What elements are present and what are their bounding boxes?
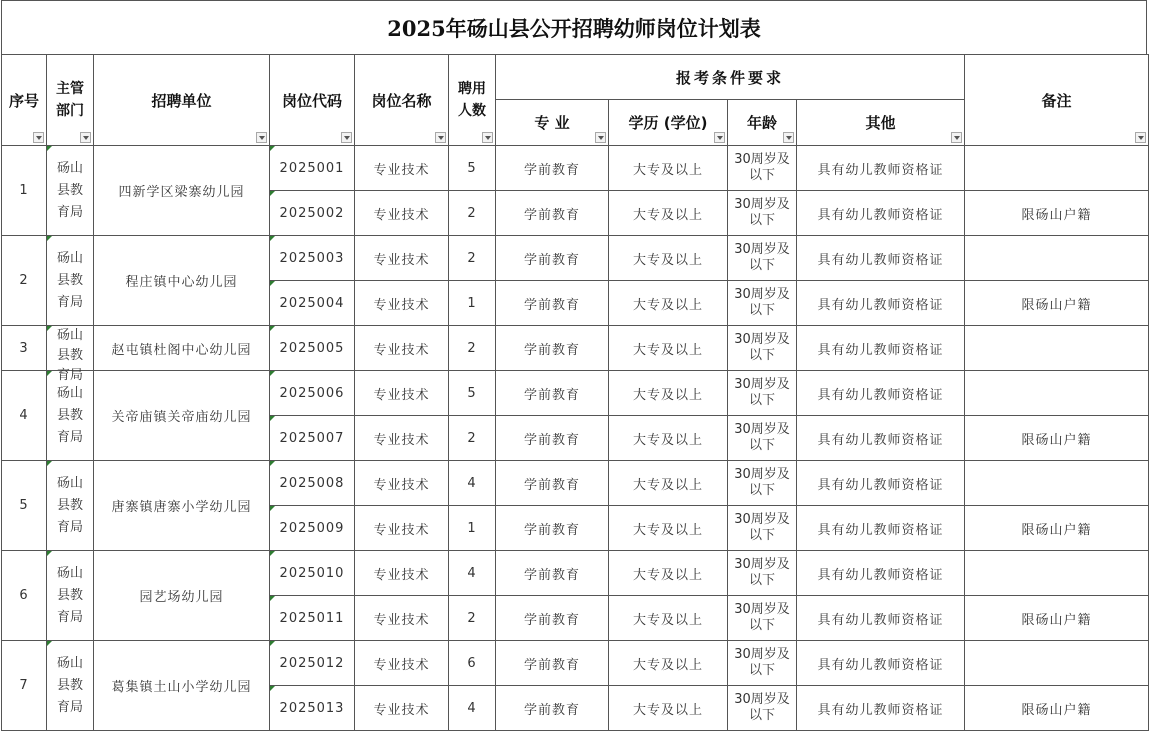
header-count[interactable] — [449, 55, 496, 146]
cell-marker — [270, 641, 275, 646]
cell-code[interactable]: 2025006 — [270, 371, 355, 416]
cell-marker — [270, 551, 275, 556]
cell-other[interactable]: 具有幼儿教师资格证 — [797, 416, 965, 461]
table-row[interactable] — [2, 371, 1149, 416]
cell-count[interactable]: 2 — [449, 236, 496, 281]
cell-name[interactable]: 专业技术 — [355, 596, 449, 641]
cell-note[interactable] — [965, 326, 1149, 371]
cell-edu[interactable]: 大专及以上 — [609, 641, 728, 686]
cell-count[interactable]: 2 — [449, 416, 496, 461]
header-unit[interactable] — [94, 55, 270, 146]
cell-major[interactable]: 学前教育 — [496, 416, 609, 461]
cell-count[interactable]: 1 — [449, 506, 496, 551]
cell-other[interactable]: 具有幼儿教师资格证 — [797, 641, 965, 686]
cell-unit[interactable]: 赵屯镇杜阁中心幼儿园 — [94, 326, 270, 371]
cell-edu[interactable]: 大专及以上 — [609, 191, 728, 236]
cell-other[interactable]: 具有幼儿教师资格证 — [797, 506, 965, 551]
cell-edu[interactable]: 大专及以上 — [609, 596, 728, 641]
cell-code[interactable]: 2025007 — [270, 416, 355, 461]
cell-age[interactable]: 30周岁及以下 — [728, 191, 797, 236]
cell-major[interactable]: 学前教育 — [496, 236, 609, 281]
cell-major[interactable]: 学前教育 — [496, 461, 609, 506]
cell-marker — [270, 596, 275, 601]
cell-other[interactable]: 具有幼儿教师资格证 — [797, 281, 965, 326]
cell-unit[interactable]: 唐寨镇唐寨小学幼儿园 — [94, 461, 270, 551]
cell-dept[interactable]: 砀山县教育局 — [47, 641, 94, 731]
cell-marker — [47, 461, 52, 466]
header-name-label: 岗位名称 — [371, 91, 432, 110]
cell-count[interactable]: 2 — [449, 326, 496, 371]
cell-other[interactable]: 具有幼儿教师资格证 — [797, 236, 965, 281]
cell-edu[interactable]: 大专及以上 — [609, 686, 728, 731]
cell-major[interactable]: 学前教育 — [496, 641, 609, 686]
cell-marker — [47, 146, 52, 151]
cell-note[interactable]: 限砀山户籍 — [965, 506, 1149, 551]
cell-code[interactable]: 2025013 — [270, 686, 355, 731]
cell-note[interactable]: 限砀山户籍 — [965, 191, 1149, 236]
cell-marker — [270, 281, 275, 286]
cell-age[interactable]: 30周岁及以下 — [728, 326, 797, 371]
cell-unit[interactable]: 四新学区梁寨幼儿园 — [94, 146, 270, 236]
cell-count[interactable]: 5 — [449, 371, 496, 416]
cell-unit[interactable]: 园艺场幼儿园 — [94, 551, 270, 641]
cell-age[interactable]: 30周岁及以下 — [728, 416, 797, 461]
cell-dept[interactable]: 砀山县教育局 — [47, 461, 94, 551]
cell-name[interactable]: 专业技术 — [355, 326, 449, 371]
header-code[interactable] — [270, 55, 355, 146]
cell-major[interactable]: 学前教育 — [496, 551, 609, 596]
cell-age[interactable]: 30周岁及以下 — [728, 146, 797, 191]
cell-other[interactable]: 具有幼儿教师资格证 — [797, 371, 965, 416]
cell-note[interactable] — [965, 461, 1149, 506]
cell-name[interactable]: 专业技术 — [355, 416, 449, 461]
cell-note[interactable] — [965, 146, 1149, 191]
cell-name[interactable]: 专业技术 — [355, 236, 449, 281]
cell-marker — [270, 326, 275, 331]
cell-name[interactable]: 专业技术 — [355, 686, 449, 731]
filter-dropdown-icon[interactable] — [33, 132, 44, 143]
header-other-label: 其他 — [865, 114, 896, 132]
filter-dropdown-icon[interactable] — [482, 132, 493, 143]
cell-age[interactable]: 30周岁及以下 — [728, 551, 797, 596]
cell-count[interactable]: 6 — [449, 641, 496, 686]
filter-dropdown-icon[interactable] — [80, 132, 91, 143]
cell-major[interactable]: 学前教育 — [496, 686, 609, 731]
header-other[interactable] — [797, 100, 965, 146]
filter-dropdown-icon[interactable] — [595, 132, 606, 143]
cell-age[interactable]: 30周岁及以下 — [728, 506, 797, 551]
cell-edu[interactable]: 大专及以上 — [609, 551, 728, 596]
cell-count[interactable]: 4 — [449, 686, 496, 731]
header-conditions — [496, 55, 965, 100]
filter-dropdown-icon[interactable] — [435, 132, 446, 143]
cell-name[interactable]: 专业技术 — [355, 371, 449, 416]
cell-age[interactable]: 30周岁及以下 — [728, 641, 797, 686]
cell-marker — [47, 326, 52, 331]
cell-name[interactable]: 专业技术 — [355, 551, 449, 596]
header-code-label: 岗位代码 — [281, 91, 342, 110]
header-conditions-label: 报考条件要求 — [676, 68, 785, 87]
cell-major[interactable]: 学前教育 — [496, 281, 609, 326]
recruitment-table — [1, 54, 1149, 731]
cell-seq[interactable]: 7 — [2, 641, 47, 731]
cell-seq[interactable]: 2 — [2, 236, 47, 326]
cell-edu[interactable]: 大专及以上 — [609, 326, 728, 371]
filter-dropdown-icon[interactable] — [951, 132, 962, 143]
header-name[interactable] — [355, 55, 449, 146]
filter-dropdown-icon[interactable] — [341, 132, 352, 143]
header-dept-label: 主管部门 — [56, 81, 84, 119]
cell-dept[interactable]: 砀山县教育局 — [47, 371, 94, 461]
cell-count[interactable]: 2 — [449, 191, 496, 236]
header-note[interactable] — [965, 55, 1149, 146]
cell-dept[interactable]: 砀山县教育局 — [47, 146, 94, 236]
cell-age[interactable]: 30周岁及以下 — [728, 236, 797, 281]
cell-code[interactable]: 2025009 — [270, 506, 355, 551]
cell-age[interactable]: 30周岁及以下 — [728, 371, 797, 416]
cell-code[interactable]: 2025010 — [270, 551, 355, 596]
filter-dropdown-icon[interactable] — [783, 132, 794, 143]
cell-unit[interactable]: 程庄镇中心幼儿园 — [94, 236, 270, 326]
cell-note[interactable] — [965, 641, 1149, 686]
cell-marker — [47, 371, 52, 376]
cell-marker — [47, 641, 52, 646]
cell-age[interactable]: 30周岁及以下 — [728, 596, 797, 641]
cell-major[interactable]: 学前教育 — [496, 191, 609, 236]
cell-note[interactable]: 限砀山户籍 — [965, 416, 1149, 461]
header-unit-label: 招聘单位 — [151, 91, 212, 110]
cell-edu[interactable]: 大专及以上 — [609, 371, 728, 416]
cell-note[interactable] — [965, 551, 1149, 596]
cell-other[interactable]: 具有幼儿教师资格证 — [797, 551, 965, 596]
cell-name[interactable]: 专业技术 — [355, 281, 449, 326]
cell-seq[interactable]: 5 — [2, 461, 47, 551]
cell-count[interactable]: 2 — [449, 596, 496, 641]
cell-marker — [47, 236, 52, 241]
filter-dropdown-icon[interactable] — [1135, 132, 1146, 143]
header-note-label: 备注 — [1041, 91, 1072, 110]
table-row[interactable] — [2, 641, 1149, 686]
cell-marker — [270, 236, 275, 241]
cell-age[interactable]: 30周岁及以下 — [728, 686, 797, 731]
sheet-title: 2025年砀山县公开招聘幼师岗位计划表 — [1, 0, 1147, 54]
cell-marker — [270, 416, 275, 421]
cell-other[interactable]: 具有幼儿教师资格证 — [797, 146, 965, 191]
cell-code[interactable]: 2025002 — [270, 191, 355, 236]
table-row[interactable] — [2, 326, 1149, 371]
cell-major[interactable]: 学前教育 — [496, 146, 609, 191]
cell-other[interactable]: 具有幼儿教师资格证 — [797, 326, 965, 371]
cell-unit[interactable]: 关帝庙镇关帝庙幼儿园 — [94, 371, 270, 461]
cell-seq[interactable]: 6 — [2, 551, 47, 641]
cell-code[interactable]: 2025005 — [270, 326, 355, 371]
cell-other[interactable]: 具有幼儿教师资格证 — [797, 191, 965, 236]
header-age[interactable] — [728, 100, 797, 146]
table-row[interactable] — [2, 146, 1149, 191]
cell-name[interactable]: 专业技术 — [355, 191, 449, 236]
header-age-label: 年龄 — [746, 114, 777, 132]
cell-name[interactable]: 专业技术 — [355, 641, 449, 686]
cell-age[interactable]: 30周岁及以下 — [728, 461, 797, 506]
cell-code[interactable]: 2025008 — [270, 461, 355, 506]
cell-count[interactable]: 4 — [449, 551, 496, 596]
cell-edu[interactable]: 大专及以上 — [609, 416, 728, 461]
cell-marker — [270, 461, 275, 466]
cell-note[interactable] — [965, 371, 1149, 416]
cell-other[interactable]: 具有幼儿教师资格证 — [797, 461, 965, 506]
cell-marker — [270, 191, 275, 196]
cell-seq[interactable]: 1 — [2, 146, 47, 236]
cell-code[interactable]: 2025003 — [270, 236, 355, 281]
table-row[interactable] — [2, 551, 1149, 596]
cell-name[interactable]: 专业技术 — [355, 146, 449, 191]
cell-marker — [270, 506, 275, 511]
table-row[interactable] — [2, 461, 1149, 506]
cell-dept[interactable]: 砀山县教育局 — [47, 236, 94, 326]
cell-marker — [270, 371, 275, 376]
filter-dropdown-icon[interactable] — [714, 132, 725, 143]
cell-marker — [270, 686, 275, 691]
cell-note[interactable]: 限砀山户籍 — [965, 596, 1149, 641]
cell-note[interactable]: 限砀山户籍 — [965, 686, 1149, 731]
cell-edu[interactable]: 大专及以上 — [609, 236, 728, 281]
cell-dept[interactable]: 砀山县教育局 — [47, 551, 94, 641]
header-major-label: 专 业 — [534, 114, 570, 132]
header-edu[interactable] — [609, 100, 728, 146]
header-seq-label: 序号 — [8, 91, 39, 110]
cell-count[interactable]: 4 — [449, 461, 496, 506]
cell-name[interactable]: 专业技术 — [355, 461, 449, 506]
cell-count[interactable]: 5 — [449, 146, 496, 191]
cell-other[interactable]: 具有幼儿教师资格证 — [797, 596, 965, 641]
header-dept[interactable] — [47, 55, 94, 146]
cell-major[interactable]: 学前教育 — [496, 326, 609, 371]
cell-other[interactable]: 具有幼儿教师资格证 — [797, 686, 965, 731]
header-count-label: 聘用人数 — [458, 81, 486, 119]
cell-age[interactable]: 30周岁及以下 — [728, 281, 797, 326]
cell-edu[interactable]: 大专及以上 — [609, 146, 728, 191]
cell-major[interactable]: 学前教育 — [496, 506, 609, 551]
cell-marker — [270, 146, 275, 151]
filter-dropdown-icon[interactable] — [256, 132, 267, 143]
cell-edu[interactable]: 大专及以上 — [609, 506, 728, 551]
header-edu-label: 学历 (学位) — [628, 114, 708, 132]
cell-count[interactable]: 1 — [449, 281, 496, 326]
cell-note[interactable]: 限砀山户籍 — [965, 281, 1149, 326]
cell-note[interactable] — [965, 236, 1149, 281]
cell-edu[interactable]: 大专及以上 — [609, 281, 728, 326]
cell-code[interactable]: 2025001 — [270, 146, 355, 191]
header-seq[interactable] — [2, 55, 47, 146]
cell-major[interactable]: 学前教育 — [496, 596, 609, 641]
cell-code[interactable]: 2025011 — [270, 596, 355, 641]
cell-major[interactable]: 学前教育 — [496, 371, 609, 416]
cell-unit[interactable]: 葛集镇土山小学幼儿园 — [94, 641, 270, 731]
cell-edu[interactable]: 大专及以上 — [609, 461, 728, 506]
cell-dept[interactable]: 砀山县教育局 — [47, 326, 94, 371]
cell-seq[interactable]: 3 — [2, 326, 47, 371]
header-major[interactable] — [496, 100, 609, 146]
cell-name[interactable]: 专业技术 — [355, 506, 449, 551]
cell-code[interactable]: 2025004 — [270, 281, 355, 326]
cell-seq[interactable]: 4 — [2, 371, 47, 461]
table-row[interactable] — [2, 236, 1149, 281]
cell-code[interactable]: 2025012 — [270, 641, 355, 686]
cell-marker — [47, 551, 52, 556]
